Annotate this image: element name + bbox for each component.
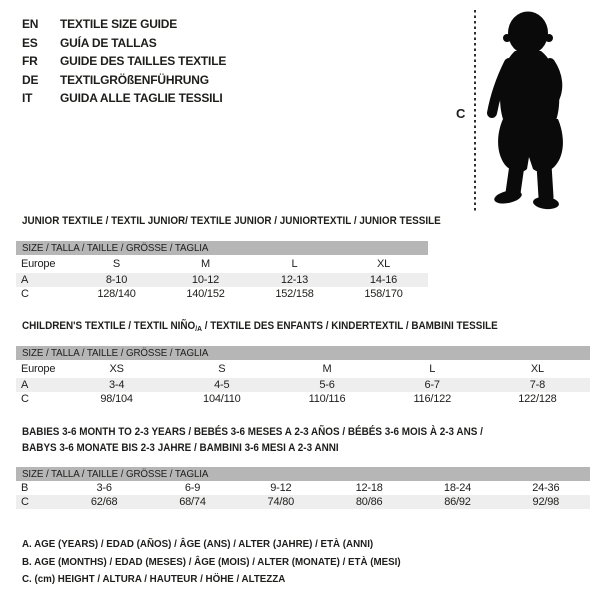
table-cell: S <box>112 258 121 270</box>
children-title-pre: CHILDREN'S TEXTILE / TEXTIL NIÑO <box>22 320 196 332</box>
row-label: C <box>21 288 29 300</box>
table-row <box>16 481 590 495</box>
table-body <box>16 481 590 509</box>
table-cell: 110/116 <box>308 393 346 405</box>
language-row <box>22 52 226 71</box>
language-title: GUIDA ALLE TAGLIE TESSILI <box>60 91 223 106</box>
measure-label-c: C <box>456 106 466 121</box>
table-cell: 128/140 <box>97 288 136 300</box>
table-cell: XL <box>530 363 544 375</box>
children-title-post: / TEXTILE DES ENFANTS / KINDERTEXTIL / BAMBINI TESSILE <box>201 320 498 332</box>
table-cell: 62/68 <box>90 496 118 508</box>
table-row <box>16 392 590 406</box>
row-label: A <box>21 274 29 286</box>
table-header-text: SIZE / TALLA / TAILLE / GRÖSSE / TAGLIA <box>22 242 209 254</box>
table-cell: XL <box>376 258 391 270</box>
table-cell: 7-8 <box>529 379 546 391</box>
footnote-b-text: B. AGE (MONTHS) / EDAD (MESES) / ÂGE (MOIS) / ALTER (MONATE) / ETÀ (MESI) <box>22 555 401 568</box>
junior-table-title-text: JUNIOR TEXTILE / TEXTIL JUNIOR/ TEXTILE JUNIOR / JUNIORTEXTIL / JUNIOR TESSILE <box>22 215 441 227</box>
language-row <box>22 34 226 53</box>
table-cell: 158/170 <box>364 288 403 300</box>
table-cell: 104/110 <box>203 393 241 405</box>
row-label: C <box>21 393 29 405</box>
table-header-bar <box>16 241 428 255</box>
table-cell: 5-6 <box>319 379 335 391</box>
footnote-c <box>22 571 429 589</box>
table-cell: 86/92 <box>444 496 471 508</box>
language-code: ES <box>22 35 38 50</box>
table-cell: 8-10 <box>105 274 128 286</box>
table-cell: 14-16 <box>369 274 398 286</box>
language-title: GUÍA DE TALLAS <box>60 35 157 50</box>
table-cell: 140/152 <box>186 288 225 300</box>
table-cell: L <box>291 258 298 270</box>
table-cell: M <box>322 363 332 375</box>
table-header-bar <box>16 467 590 481</box>
table-cell: L <box>429 363 436 375</box>
table-cell: 12-18 <box>355 482 383 494</box>
table-cell: 122/128 <box>518 393 557 405</box>
table-row <box>16 360 590 378</box>
children-title-sub: /A <box>195 324 202 333</box>
row-label: A <box>21 379 29 391</box>
footnote-a <box>22 536 429 554</box>
table-cell: 6-7 <box>424 379 440 391</box>
row-label: Europe <box>21 363 56 375</box>
language-title-list <box>22 15 226 108</box>
table-cell: 4-5 <box>214 379 230 391</box>
footnote-b <box>22 554 429 572</box>
table-cell: M <box>201 258 210 270</box>
table-row <box>16 255 428 273</box>
table-cell: 116/122 <box>413 393 451 405</box>
language-row <box>22 15 226 34</box>
table-cell: 24-36 <box>532 482 560 494</box>
junior-table-title <box>22 215 487 227</box>
language-title: TEXTILE SIZE GUIDE <box>60 17 178 31</box>
row-label: Europe <box>21 258 56 270</box>
babies-title-line2: BABYS 3-6 MONATE BIS 2-3 JAHRE / BAMBINI 3-6 MESI A 2-3 ANNI <box>22 442 339 454</box>
table-header-bar <box>16 346 590 360</box>
table-row <box>16 287 428 301</box>
table-cell: 9-12 <box>270 482 292 494</box>
table-cell: 3-4 <box>108 379 125 391</box>
baby-silhouette-icon <box>484 9 576 212</box>
table-cell: 68/74 <box>179 496 206 508</box>
table-cell: XS <box>109 363 124 375</box>
language-code: IT <box>22 91 33 106</box>
language-code: FR <box>22 54 38 69</box>
row-label: C <box>21 496 29 508</box>
table-cell: 10-12 <box>191 274 220 286</box>
babies-table-title <box>22 424 534 456</box>
table-body <box>16 360 590 406</box>
table-cell: 3-6 <box>96 482 112 494</box>
table-row <box>16 273 428 287</box>
language-row <box>22 89 226 108</box>
table-cell: 6-9 <box>184 482 201 494</box>
babies-title-line1: BABIES 3-6 MONTH TO 2-3 YEARS / BEBÉS 3-6 MESES A 2-3 AÑOS / BÉBÉS 3-6 MOIS À 2-3 ANS / <box>22 426 483 438</box>
table-cell: 18-24 <box>443 482 472 494</box>
language-row <box>22 71 226 90</box>
table-header-text: SIZE / TALLA / TAILLE / GRÖSSE / TAGLIA <box>22 347 209 359</box>
table-body <box>16 255 428 301</box>
language-title: TEXTILGRÖßENFÜHRUNG <box>60 72 209 87</box>
height-measure-dashed-line <box>474 10 476 212</box>
table-cell: 12-13 <box>280 274 309 286</box>
table-cell: 74/80 <box>267 496 295 508</box>
children-size-table <box>16 346 590 406</box>
table-cell: 80/86 <box>355 496 383 508</box>
children-table-title <box>22 320 551 333</box>
table-row <box>16 378 590 392</box>
table-row <box>16 495 590 509</box>
babies-size-table <box>16 467 590 509</box>
junior-size-table <box>16 241 428 301</box>
language-code: EN <box>22 17 39 31</box>
table-cell: 98/104 <box>100 393 133 405</box>
language-title: GUIDE DES TAILLES TEXTILE <box>60 54 227 69</box>
footnotes <box>22 536 429 589</box>
footnote-a-text: A. AGE (YEARS) / EDAD (AÑOS) / ÂGE (ANS) / ALTER (JAHRE) / ETÀ (ANNI) <box>22 538 374 550</box>
row-label: B <box>21 482 29 494</box>
footnote-c-text: C. (cm) HEIGHT / ALTURA / HAUTEUR / HÖHE / ALTEZZA <box>22 573 286 585</box>
table-cell: 92/98 <box>532 496 560 508</box>
table-cell: S <box>218 363 226 375</box>
children-table-title-text <box>22 320 498 333</box>
table-cell: 152/158 <box>275 288 314 300</box>
language-code: DE <box>22 72 39 87</box>
table-header-text: SIZE / TALLA / TAILLE / GRÖSSE / TAGLIA <box>22 468 209 480</box>
